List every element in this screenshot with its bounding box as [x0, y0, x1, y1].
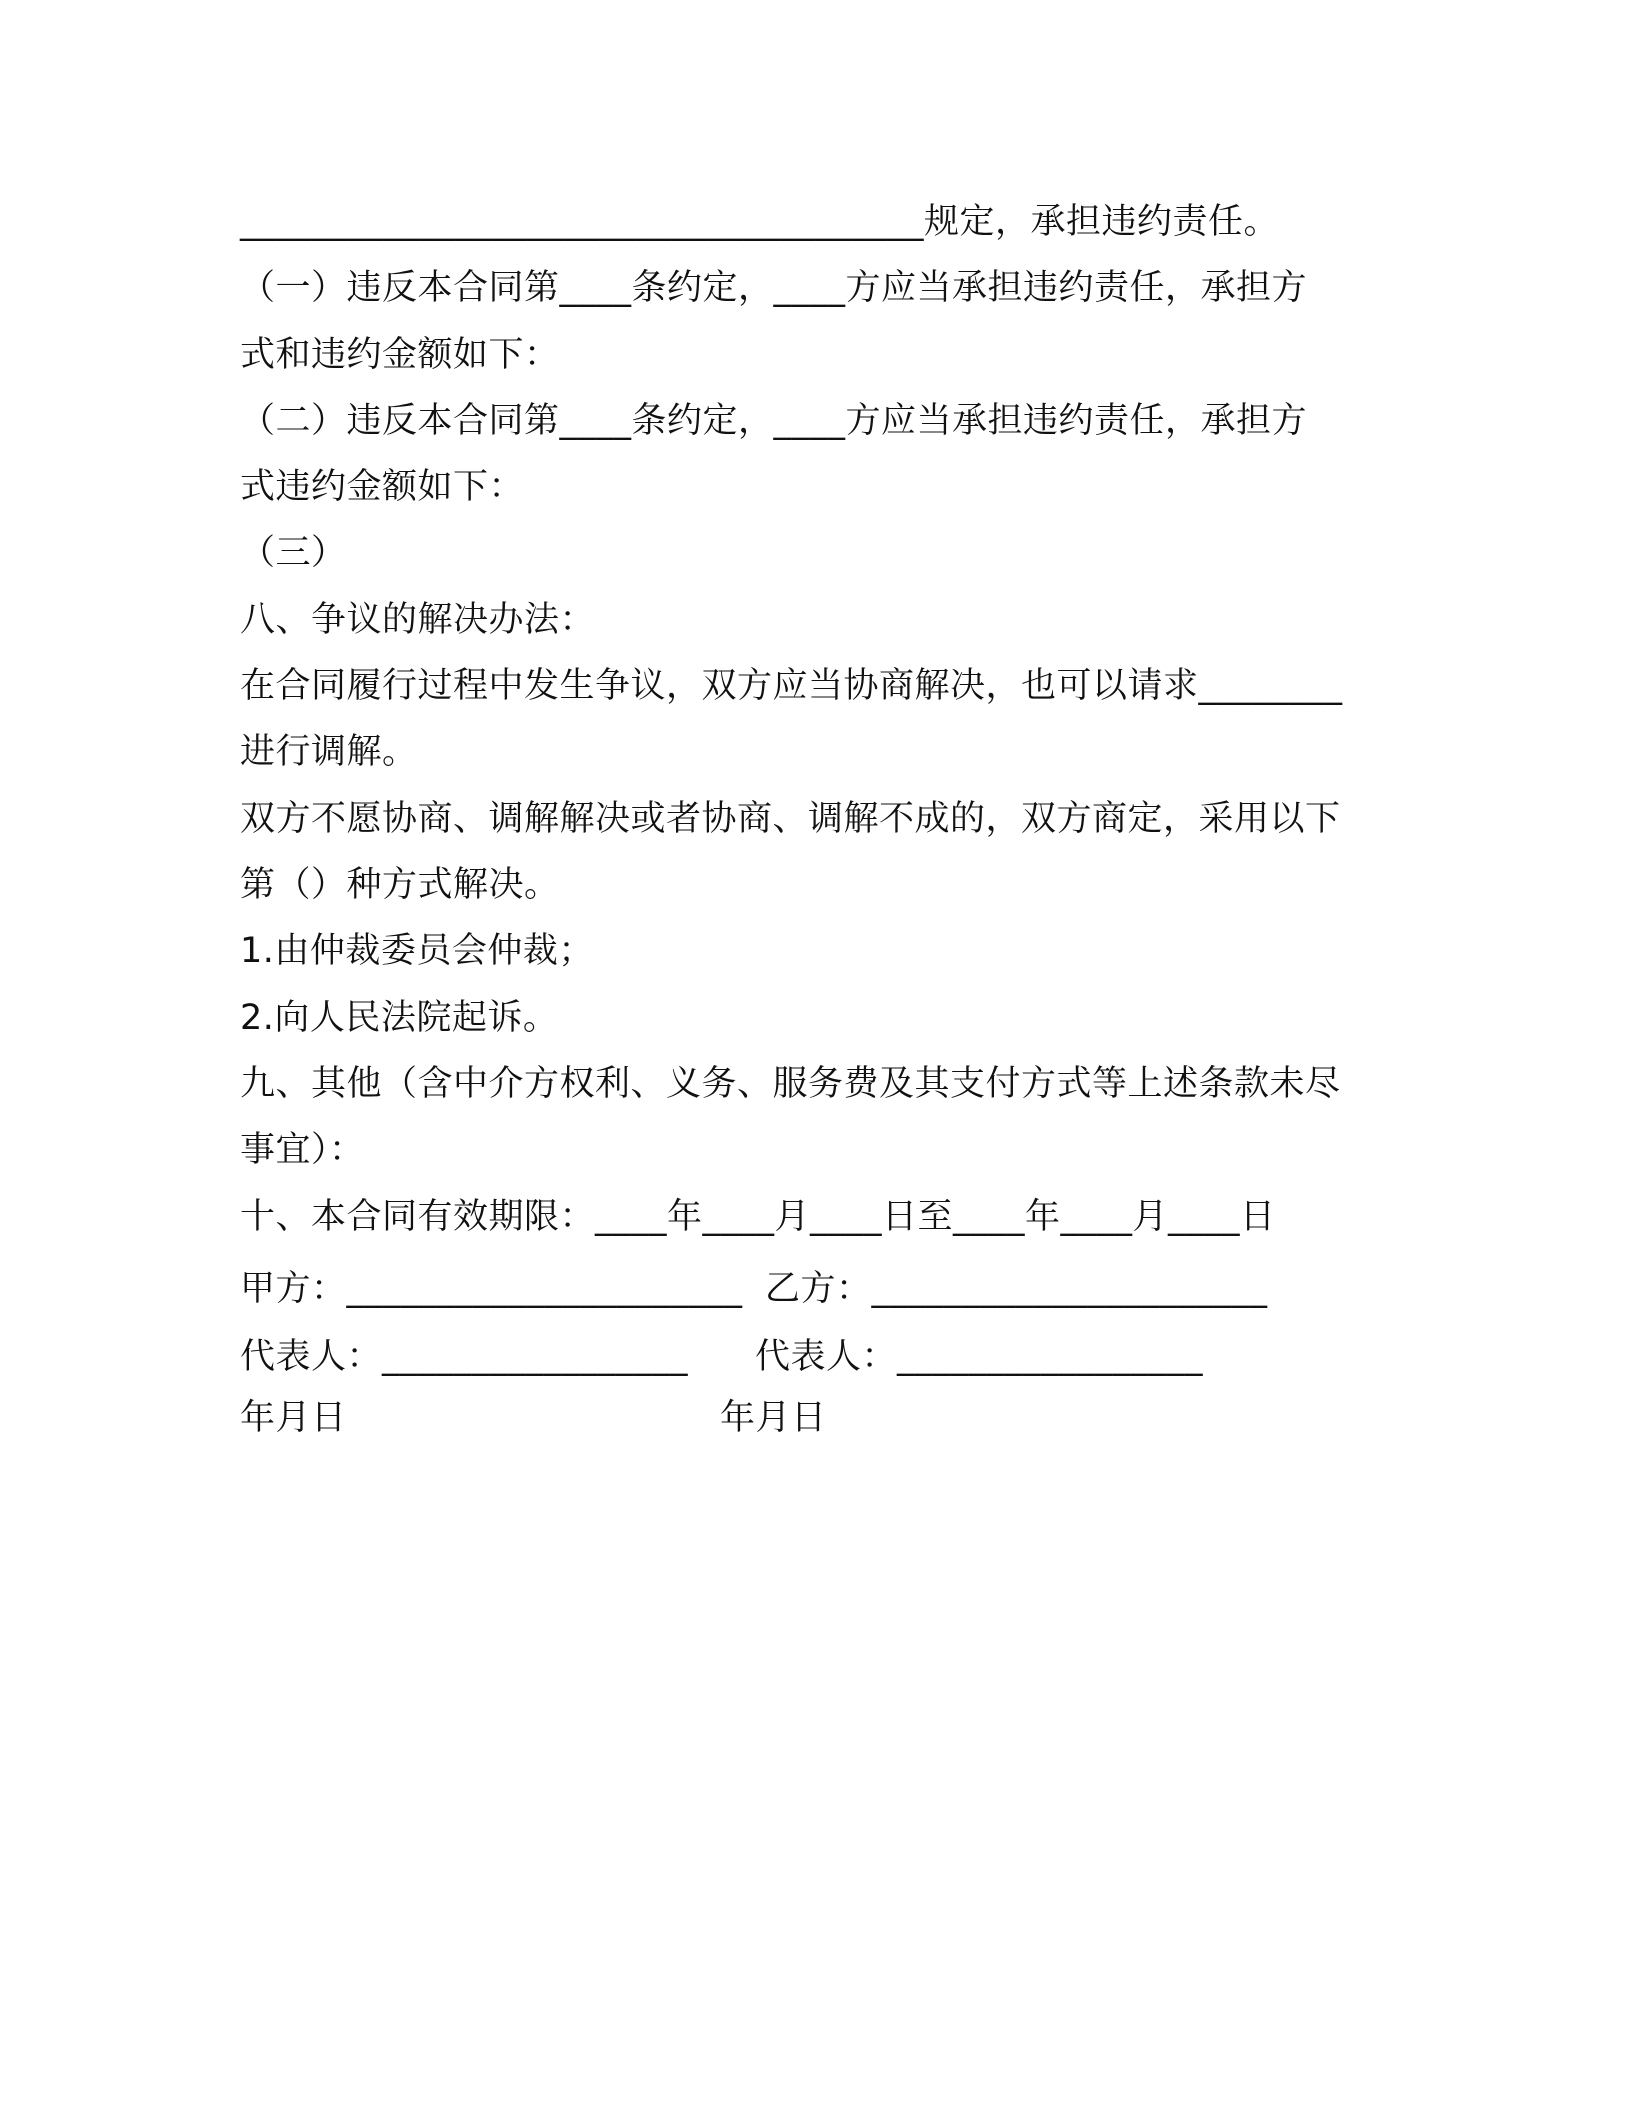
party-a-representative: 代表人：_________________ — [240, 1337, 689, 1377]
section-heading-other: 九、其他（含中介方权利、义务、服务费及其支付方式等上述条款未尽 — [240, 1064, 1341, 1104]
clause-breach-3: （三） — [240, 533, 347, 573]
party-b-signature: 乙方：______________________ — [765, 1269, 1268, 1309]
party-b-representative: 代表人：_________________ — [755, 1337, 1204, 1377]
section-heading-other-cont: 事宜）： — [240, 1130, 365, 1170]
clause-breach-2-cont: 式违约金额如下： — [240, 467, 525, 507]
party-b-date: 年月日 — [720, 1398, 827, 1438]
party-a-date: 年月日 — [240, 1398, 347, 1438]
clause-breach-1: （一）违反本合同第____条约定，____方应当承担违约责任，承担方 — [240, 268, 1308, 308]
section-heading-dispute: 八、争议的解决办法： — [240, 600, 596, 640]
clause-breach-2: （二）违反本合同第____条约定，____方应当承担违约责任，承担方 — [240, 401, 1308, 441]
party-a-signature: 甲方：______________________ — [240, 1269, 743, 1309]
clause-breach-1-cont: 式和违约金额如下： — [240, 335, 560, 375]
section-validity-period: 十、本合同有效期限：____年____月____日至____年____月____日 — [240, 1197, 1276, 1237]
dispute-options-intro-cont: 第（）种方式解决。 — [240, 865, 560, 905]
dispute-option-court: 2.向人民法院起诉。 — [240, 998, 559, 1038]
clause-liability-text: ______________________________________规定，承担违约责任。 — [240, 202, 1280, 242]
dispute-text-cont: 进行调解。 — [240, 732, 418, 772]
dispute-options-intro: 双方不愿协商、调解解决或者协商、调解不成的，双方商定，采用以下 — [240, 799, 1341, 839]
dispute-option-arbitration: 1.由仲裁委员会仲裁； — [240, 931, 594, 971]
dispute-text: 在合同履行过程中发生争议，双方应当协商解决，也可以请求________ — [240, 666, 1343, 706]
